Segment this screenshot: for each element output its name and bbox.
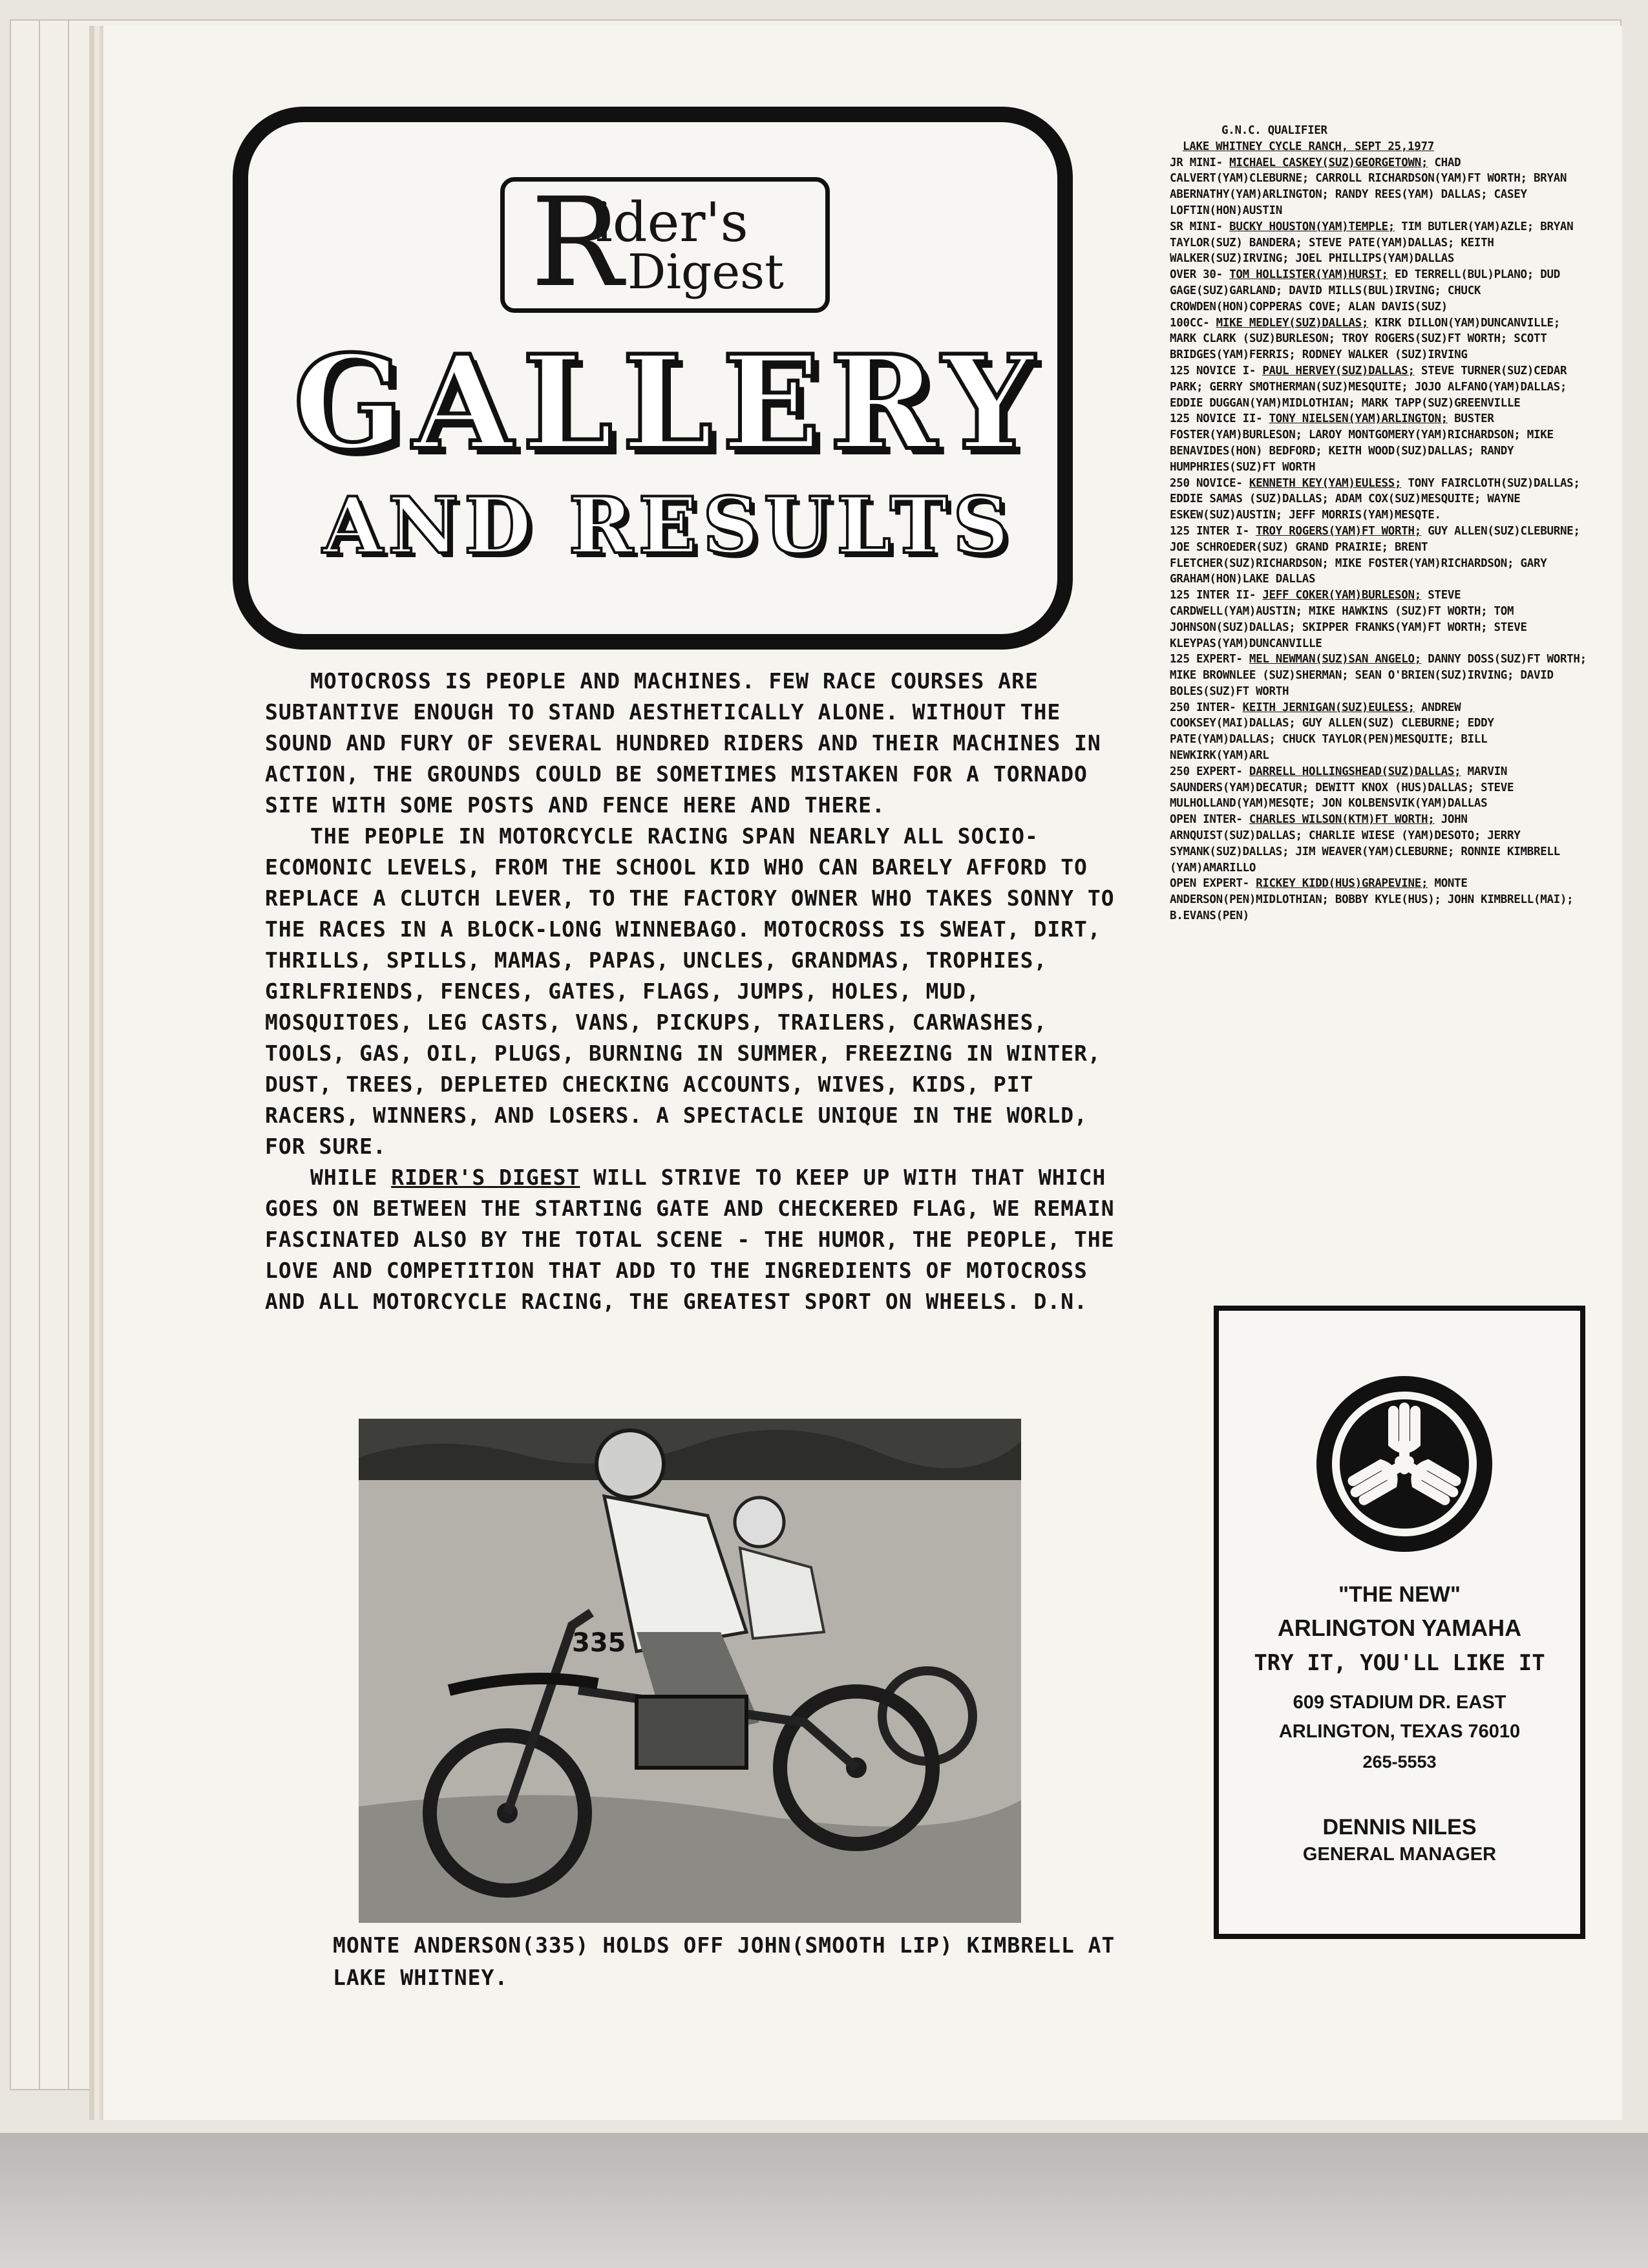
result-class: OVER 30- xyxy=(1170,268,1230,282)
ad-city-state-zip: ARLINGTON, TEXAS 76010 xyxy=(1278,1721,1521,1742)
scan-bottom-shadow xyxy=(0,2133,1648,2268)
results-heading: G.N.C. QUALIFIER xyxy=(1221,124,1327,137)
result-finishers: GUY ALLEN(SUZ)CLEBURNE; JOE SCHROEDER(SUZ) GRAND PRAIRIE; BRENT FLETCHER(SUZ)RICHARDSON; MIKE FOSTER(YAM)RICHARDSON; GARY GRAHAM(HON)LAKE DALLAS xyxy=(1170,524,1580,586)
photo-caption: MONTE ANDERSON(335) HOLDS OFF JOHN(SMOOTH LIP) KIMBRELL AT LAKE WHITNEY. xyxy=(333,1933,1115,1990)
result-entry xyxy=(1170,700,1590,764)
ad-contact-title: GENERAL MANAGER xyxy=(1302,1844,1497,1865)
ad-street-address: 609 STADIUM DR. EAST xyxy=(1293,1692,1506,1713)
publication-name: RIDER'S DIGEST xyxy=(391,1165,580,1190)
logo-letter-r: R xyxy=(531,171,624,314)
result-finishers: ED TERRELL(BUL)PLANO; DUD GAGE(SUZ)GARLAND; DAVID MILLS(BUL)IRVING; CHUCK CROWDEN(HON)COPPERAS COVE; ALAN DAVIS(SUZ) xyxy=(1170,268,1560,313)
result-finishers: MONTE ANDERSON(PEN)MIDLOTHIAN; BOBBY KYLE(HUS); JOHN KIMBRELL(MAI); B.EVANS(PEN) xyxy=(1170,877,1574,923)
result-class: 250 EXPERT- xyxy=(1170,765,1249,778)
result-class: 250 NOVICE- xyxy=(1170,476,1249,490)
result-entry xyxy=(1170,315,1590,363)
result-entry xyxy=(1170,812,1590,876)
result-class: 125 EXPERT- xyxy=(1170,653,1249,666)
result-class: 125 NOVICE I- xyxy=(1170,364,1263,377)
article-body xyxy=(265,666,1125,1317)
result-class: 125 NOVICE II- xyxy=(1170,412,1269,426)
result-finishers: KIRK DILLON(YAM)DUNCANVILLE; MARK CLARK (SUZ)BURLESON; TROY ROGERS(SUZ)FT WORTH; SCOTT BRIDGES(YAM)FERRIS; RODNEY WALKER (SUZ)IRVING xyxy=(1170,316,1560,362)
result-finishers: BUSTER FOSTER(YAM)BURLESON; LAROY MONTGOMERY(YAM)RICHARDSON; MIKE BENAVIDES(HON) BEDFORD; KEITH WOOD(SUZ)DALLAS; RANDY HUMPHRIES(SUZ)FT WORTH xyxy=(1170,412,1554,474)
result-class: JR MINI- xyxy=(1170,156,1230,169)
article-paragraph xyxy=(265,1162,1125,1317)
result-finishers: ANDREW COOKSEY(MAI)DALLAS; GUY ALLEN(SUZ) CLEBURNE; EDDY PATE(YAM)DALLAS; CHUCK TAYLOR(PEN)MESQUITE; BILL NEWKIRK(YAM)ARL xyxy=(1170,701,1494,763)
ad-slogan: TRY IT, YOU'LL LIKE IT xyxy=(1254,1650,1545,1676)
and-results-title: AND RESULTS xyxy=(322,480,1014,571)
logo-word-riders: ider's xyxy=(595,191,748,254)
result-entry xyxy=(1170,764,1590,812)
result-winner: TONY NIELSEN(YAM)ARLINGTON; xyxy=(1269,412,1448,426)
result-winner: TOM HOLLISTER(YAM)HURST; xyxy=(1229,268,1388,282)
result-entry xyxy=(1170,267,1590,315)
riders-digest-logo xyxy=(500,171,830,314)
result-entry xyxy=(1170,876,1590,924)
race-results-column xyxy=(1170,123,1590,924)
result-finishers: STEVE CARDWELL(YAM)AUSTIN; MIKE HAWKINS (SUZ)FT WORTH; TOM JOHNSON(SUZ)DALLAS; SKIPPER FRANKS(YAM)FT WORTH; STEVE KLEYPAS(YAM)DUNCANVILLE xyxy=(1170,589,1527,650)
article-paragraph: MOTOCROSS IS PEOPLE AND MACHINES. FEW RACE COURSES ARE SUBTANTIVE ENOUGH TO STAND AESTHETICALLY ALONE. WITHOUT THE SOUND AND FURY OF SEVERAL HUNDRED RIDERS AND THEIR MACHINES IN ACTION, THE GROUNDS COULD BE SOMETIMES MISTAKEN FOR A TORNADO SITE WITH SOME POSTS AND FENCE HERE AND THERE. xyxy=(265,668,1101,818)
result-entry xyxy=(1170,155,1590,219)
result-winner: MIKE MEDLEY(SUZ)DALLAS; xyxy=(1216,316,1369,330)
result-winner: BUCKY HOUSTON(YAM)TEMPLE; xyxy=(1229,220,1395,233)
result-winner: JEFF COKER(YAM)BURLESON; xyxy=(1262,589,1421,602)
result-entry xyxy=(1170,219,1590,267)
yamaha-tuning-forks-icon xyxy=(1313,1372,1497,1556)
result-finishers: STEVE TURNER(SUZ)CEDAR PARK; GERRY SMOTHERMAN(SUZ)MESQUITE; JOJO ALFANO(YAM)DALLAS; EDDIE DUGGAN(YAM)MIDLOTHIAN; MARK TAPP(SUZ)GREENVILLE xyxy=(1170,364,1567,410)
svg-text:335: 335 xyxy=(572,1628,626,1658)
result-entry xyxy=(1170,588,1590,652)
result-class: OPEN EXPERT- xyxy=(1170,877,1256,891)
ad-dealer-name: ARLINGTON YAMAHA xyxy=(1277,1615,1522,1641)
result-finishers: TONY FAIRCLOTH(SUZ)DALLAS; EDDIE SAMAS (SUZ)DALLAS; ADAM COX(SUZ)MESQUITE; WAYNE ESKEW(SUZ)AUSTIN; JEFF MORRIS(YAM)MESQTE. xyxy=(1170,476,1580,522)
ad-phone-number: 265-5553 xyxy=(1362,1752,1437,1772)
gallery-title: GALLERY xyxy=(293,327,1044,479)
result-class: SR MINI- xyxy=(1170,220,1230,233)
motocross-photo xyxy=(359,1419,1021,1923)
result-finishers: JOHN ARNQUIST(SUZ)DALLAS; CHARLIE WIESE (YAM)DESOTO; JERRY SYMANK(SUZ)DALLAS; JIM WEAVER(YAM)CLEBURNE; RONNIE KIMBRELL (YAM)AMARILLO xyxy=(1170,813,1560,874)
result-entry xyxy=(1170,524,1590,588)
result-finishers: CHAD CALVERT(YAM)CLEBURNE; CARROLL RICHARDSON(YAM)FT WORTH; BRYAN ABERNATHY(YAM)ARLINGTON; RANDY REES(YAM) DALLAS; CASEY LOFTIN(HON)AUSTIN xyxy=(1170,156,1567,217)
result-winner: MICHAEL CASKEY(SUZ)GEORGETOWN; xyxy=(1229,156,1428,169)
ad-contact-name: DENNIS NILES xyxy=(1322,1815,1477,1839)
result-finishers: MARVIN SAUNDERS(YAM)DECATUR; DEWITT KNOX (HUS)DALLAS; STEVE MULHOLLAND(YAM)MESQTE; JON KOLBENSVIK(YAM)DALLAS xyxy=(1170,765,1514,811)
result-winner: CHARLES WILSON(KTM)FT WORTH; xyxy=(1249,813,1435,827)
arlington-yamaha-ad xyxy=(1214,1306,1585,1939)
result-winner: DARRELL HOLLINGSHEAD(SUZ)DALLAS; xyxy=(1249,765,1461,778)
result-winner: KENNETH KEY(YAM)EULESS; xyxy=(1249,476,1402,490)
result-class: 100CC- xyxy=(1170,316,1216,330)
result-entry xyxy=(1170,476,1590,524)
result-winner: TROY ROGERS(YAM)FT WORTH; xyxy=(1256,524,1421,538)
motocross-riders-illustration xyxy=(359,1419,1021,1923)
result-winner: MEL NEWMAN(SUZ)SAN ANGELO; xyxy=(1249,653,1421,666)
article-text: WILL STRIVE TO KEEP UP WITH THAT WHICH GOES ON BETWEEN THE STARTING GATE AND CHECKERED FLAG, WE REMAIN FASCINATED ALSO BY THE TOTAL SCENE - THE HUMOR, THE PEOPLE, THE LOVE AND COMPETITION THAT ADD TO THE INGREDIENTS OF MOTOCROSS AND ALL MOTORCYCLE RACING, THE GREATEST SPORT ON WHEELS. D.N. xyxy=(265,1165,1115,1314)
result-class: 250 INTER- xyxy=(1170,701,1243,714)
ad-tagline: "THE NEW" xyxy=(1338,1582,1461,1607)
result-class: 125 INTER II- xyxy=(1170,589,1263,602)
result-entry xyxy=(1170,363,1590,411)
result-entry xyxy=(1170,411,1590,475)
result-winner: KEITH JERNIGAN(SUZ)EULESS; xyxy=(1242,701,1415,714)
result-entry xyxy=(1170,652,1590,699)
result-finishers: DANNY DOSS(SUZ)FT WORTH; MIKE BROWNLEE (SUZ)SHERMAN; SEAN O'BRIEN(SUZ)IRVING; DAVID BOLES(SUZ)FT WORTH xyxy=(1170,653,1587,698)
result-winner: RICKEY KIDD(HUS)GRAPEVINE; xyxy=(1256,877,1428,891)
result-winner: PAUL HERVEY(SUZ)DALLAS; xyxy=(1262,364,1415,377)
article-paragraph: THE PEOPLE IN MOTORCYCLE RACING SPAN NEARLY ALL SOCIO-ECOMONIC LEVELS, FROM THE SCHOOL KID WHO CAN BARELY AFFORD TO REPLACE A CLUTCH LEVER, TO THE FACTORY OWNER WHO TAKES SONNY TO THE RACES IN A BLOCK-LONG WINNEBAGO. MOTOCROSS IS SWEAT, DIRT, THRILLS, SPILLS, MAMAS, PAPAS, UNCLES, GRANDMAS, TROPHIES, GIRLFRIENDS, FENCES, GATES, FLAGS, JUMPS, HOLES, MUD, MOSQUITOES, LEG CASTS, VANS, PICKUPS, TRAILERS, CARWASHES, TOOLS, GAS, OIL, PLUGS, BURNING IN SUMMER, FREEZING IN WINTER, DUST, TREES, DEPLETED CHECKING ACCOUNTS, WIVES, KIDS, PIT RACERS, WINNERS, AND LOSERS. A SPECTACLE UNIQUE IN THE WORLD, FOR SURE. xyxy=(265,823,1115,1159)
results-list xyxy=(1170,155,1590,924)
result-class: OPEN INTER- xyxy=(1170,813,1249,827)
masthead-box xyxy=(233,107,1073,650)
result-class: 125 INTER I- xyxy=(1170,524,1256,538)
result-finishers: TIM BUTLER(YAM)AZLE; BRYAN TAYLOR(SUZ) BANDERA; STEVE PATE(YAM)DALLAS; KEITH WALKER(SUZ)IRVING; JOEL PHILLIPS(YAM)DALLAS xyxy=(1170,220,1574,266)
results-event-title: LAKE WHITNEY CYCLE RANCH, SEPT 25,1977 xyxy=(1183,140,1434,153)
logo-word-digest: Digest xyxy=(628,244,784,300)
article-text: WHILE xyxy=(310,1165,392,1190)
